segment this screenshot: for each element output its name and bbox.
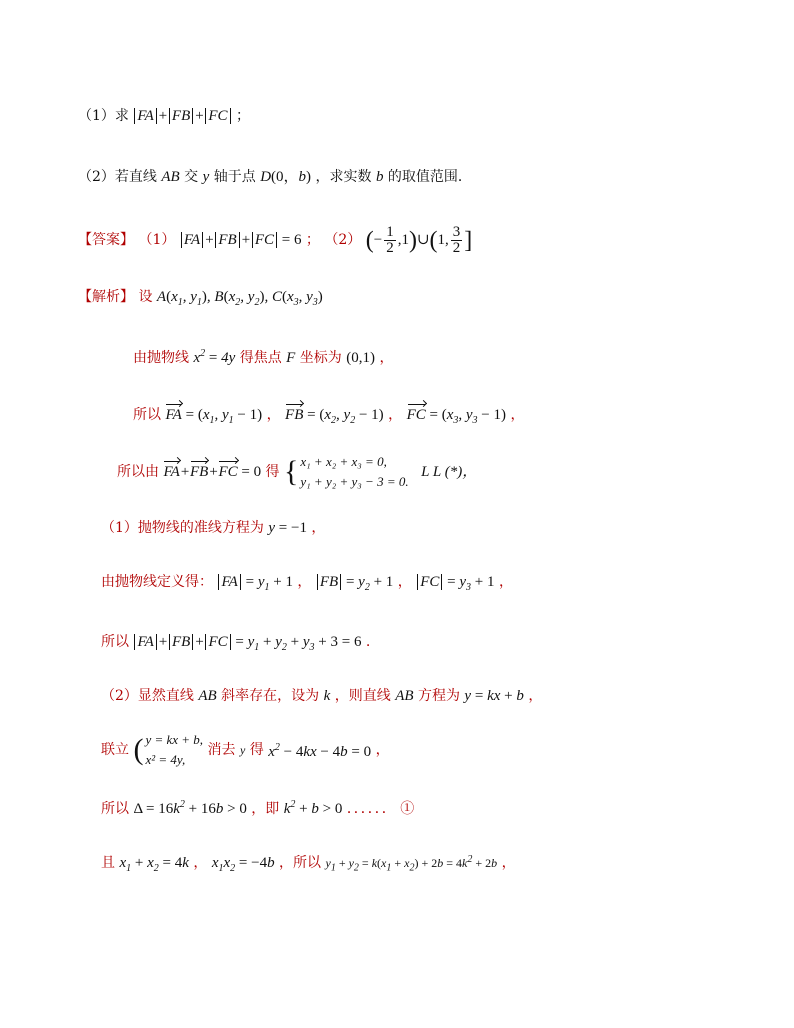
step-sum-six: 所以 FA + FB + FC = $y_1 + y_2 + y_3 + 3 = 6$ .: [101, 634, 371, 653]
answer-tag: 【答案】: [78, 231, 134, 248]
equation-system: { x₁ + x₂ + x₃ = 0, y₁ + y₂ + y₃ − 3 = 0.: [283, 454, 409, 489]
interval-answer: (− $\frac{1}{2}$ ,1)∪(1, $\frac{3}{2}$ ]: [365, 224, 473, 256]
step-directrix: （1）抛物线的准线方程为 y = −1 ，: [101, 520, 326, 536]
step-vectors: 所以 FA = ($x_1$, $y_1 - 1$) ， FB = ($x_2$, $y_2 - 1$) ， FC = ($x_3$, $y_3 - 1$) ，: [133, 407, 525, 426]
step-slope: （2）显然直线 AB 斜率存在，设为 k ，则直线 AB 方程为 y = kx + b ，: [101, 688, 543, 704]
step-vector-sum: 所以由 FA+FB+FC = 0 得 { x₁ + x₂ + x₃ = 0, y₁ + y₂ + y₃ − 3 = 0. L L (*)，: [117, 452, 477, 492]
answer-line: 【答案】 （1） FA + FB + FC = 6 ； （2） (− $\frac{1}{2}$ ,1)∪(1, $\frac{3}{2}$ ]: [78, 224, 473, 256]
step-definition: 由抛物线定义得： FA = $y_1 + 1$ ， FB = $y_2 + 1$ ， FC = $y_3 + 1$ ，: [101, 574, 513, 593]
step-combine: 联立 ( y = kx + b, x² = 4y, 消去 y 得 $x^2 - 4kx - 4b = 0$ ，: [101, 730, 390, 770]
analysis-tag: 【解析】: [78, 289, 134, 305]
step-focus: 由抛物线 $x^2 = 4y$ 得焦点 F 坐标为 (0,1) ，: [133, 348, 394, 366]
step-discriminant: 所以 $\Delta = 16k^2 + 16b > 0$ ，即 $k^2 + b > 0$ ．．．．．． ①: [101, 799, 415, 817]
analysis-line: 【解析】 设 $A(x_1$, $y_1$), $B(x_2$, $y_2$), $C(x_3$, $y_3$): [78, 289, 323, 308]
combine-system: ( y = kx + b, x² = 4y,: [133, 732, 204, 767]
step-vieta: 且 $x_1 + x_2 = 4k$ ， $x_1x_2 = -4b$ ，所以 $y_1 + y_2 = k(x_1 + x_2) + 2b = 4k^2 + 2b$ ，: [101, 854, 516, 874]
sum-abs-expression: FA + FB + FC: [133, 108, 231, 124]
question-1: （1）求 FA + FB + FC ；: [78, 108, 250, 124]
question-2: （2）若直线 AB 交 y 轴于点 D(0，b) ，求实数 b 的取值范围．: [78, 169, 472, 185]
